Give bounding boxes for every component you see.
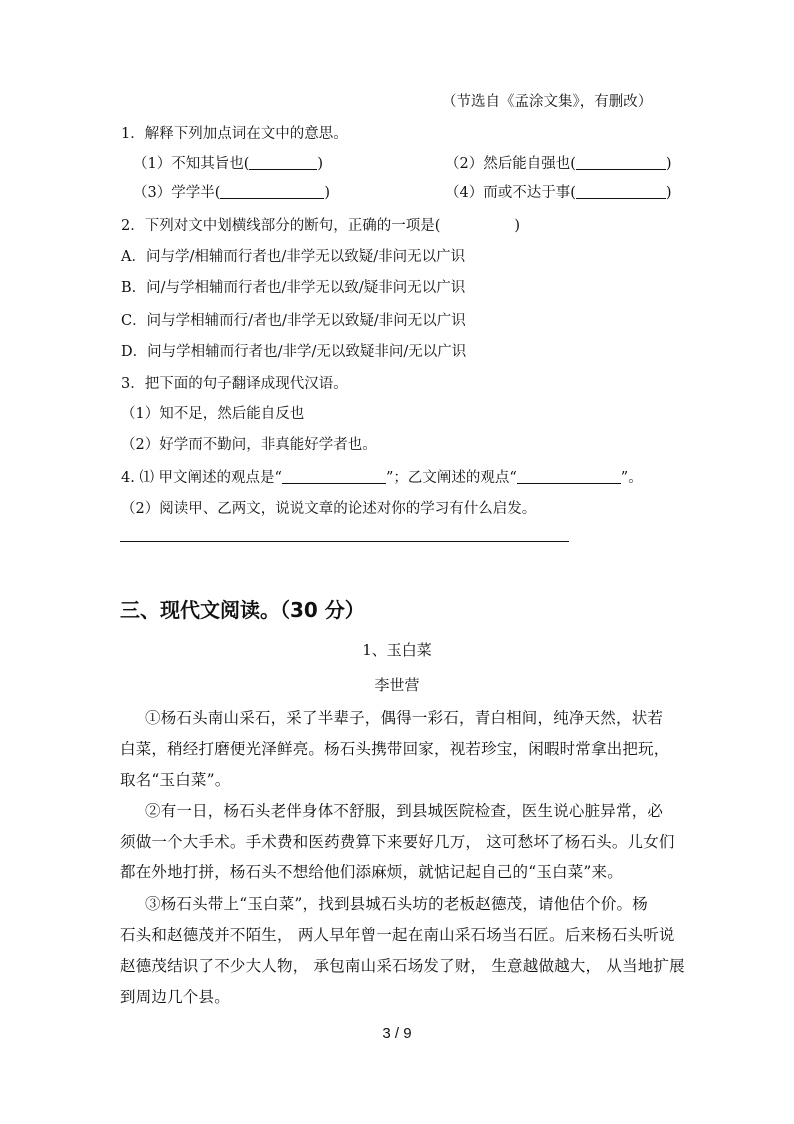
close-paren: ) [317, 156, 324, 172]
paragraph-line: 须做一个大手术。手术费和医药费算下来要好几万， 这可愁坏了杨石头。儿女们 [120, 833, 675, 851]
option-a: A．问与学/相辅而行者也/非学无以致疑/非问无以广识 [121, 249, 466, 265]
q1-item-4 [445, 181, 672, 202]
option-d: D．问与学相辅而行者也/非学/无以致疑非问/无以广识 [121, 344, 467, 360]
paragraph-line: ①杨石头南山采石，采了半辈子，偶得一彩石，青白相间，纯净天然，状若 [145, 709, 664, 727]
page-number: 3 / 9 [382, 1025, 412, 1042]
q3-item-2: （2）好学而不勤问，非真能好学者也。 [121, 437, 377, 453]
paragraph-line: ③杨石头带上“玉白菜”，找到县城石头坊的老板赵德茂，请他估个价。杨 [145, 895, 648, 913]
article-title: 1、玉白菜 [362, 641, 432, 659]
question-4-part-1 [121, 466, 643, 487]
close-paren: ) [514, 218, 521, 234]
question-2-title [121, 214, 520, 235]
question-4-part-2: （2）阅读甲、乙两文，说说文章的论述对你的学习有什么启发。 [121, 501, 537, 517]
paragraph-line: 白菜，稍经打磨便光泽鲜亮。杨石头携带回家，视若珍宝，闲暇时常拿出把玩， [120, 740, 670, 758]
section-title: 三、现代文阅读。（30 分） [120, 598, 365, 622]
answer-line[interactable] [120, 541, 569, 542]
option-c: C．问与学相辅而行/者也/非学无以致疑/非问无以广识 [121, 313, 466, 329]
paragraph-line: 都在外地打拼，杨石头不想给他们添麻烦，就惦记起自己的“玉白菜”来。 [120, 863, 623, 881]
q4-text-b: ”；乙文阐述的观点“ [385, 470, 517, 486]
answer-blank[interactable] [576, 184, 666, 199]
q1-item-3 [133, 181, 330, 202]
paragraph-line: 石头和赵德茂并不陌生， 两人早年曾一起在南山采石场当石匠。后来杨石头听说 [120, 926, 675, 944]
q3-item-1: （1）知不足，然后能自反也 [121, 406, 305, 422]
option-b: B．问/与学相辅而行者也/非学无以致/疑非问无以广识 [121, 280, 466, 296]
answer-blank[interactable] [282, 469, 386, 484]
paragraph-line: 到周边几个县。 [120, 988, 230, 1006]
close-paren: ) [665, 185, 672, 201]
answer-blank[interactable] [517, 469, 621, 484]
q1-item-2 [445, 152, 672, 173]
q1-item-4-label: （4）而或不达于事( [445, 185, 576, 201]
answer-blank[interactable] [249, 155, 317, 170]
q1-item-2-label: （2）然后能自强也( [445, 156, 576, 172]
paragraph-line: ②有一日，杨石头老伴身体不舒服，到县城医院检查，医生说心脏异常，必 [145, 802, 664, 820]
source-note: （节选自《孟涂文集》，有删改） [442, 94, 653, 110]
answer-blank[interactable] [576, 155, 666, 170]
close-paren: ) [665, 156, 672, 172]
paragraph-line: 赵德茂结识了不少大人物， 承包南山采石场发了财， 生意越做越大， 从当地扩展 [120, 957, 685, 975]
q1-item-1 [133, 152, 323, 173]
q1-item-1-label: （1）不知其旨也( [133, 156, 250, 172]
question-1-title: 1．解释下列加点词在文中的意思。 [121, 126, 348, 142]
question-2-text: 2．下列对文中划横线部分的断句，正确的一项是( [121, 218, 441, 234]
q4-text-c: ”。 [620, 470, 643, 486]
paragraph-line: 取名“玉白菜”。 [120, 771, 231, 789]
q1-item-3-label: （3）学学半( [133, 185, 221, 201]
q4-text-a: 4. ⑴ 甲文阐述的观点是“ [121, 470, 282, 486]
article-author: 李世营 [374, 676, 420, 694]
close-paren: ) [324, 185, 331, 201]
question-3-title: 3．把下面的句子翻译成现代汉语。 [121, 376, 348, 392]
answer-blank[interactable] [220, 184, 324, 199]
